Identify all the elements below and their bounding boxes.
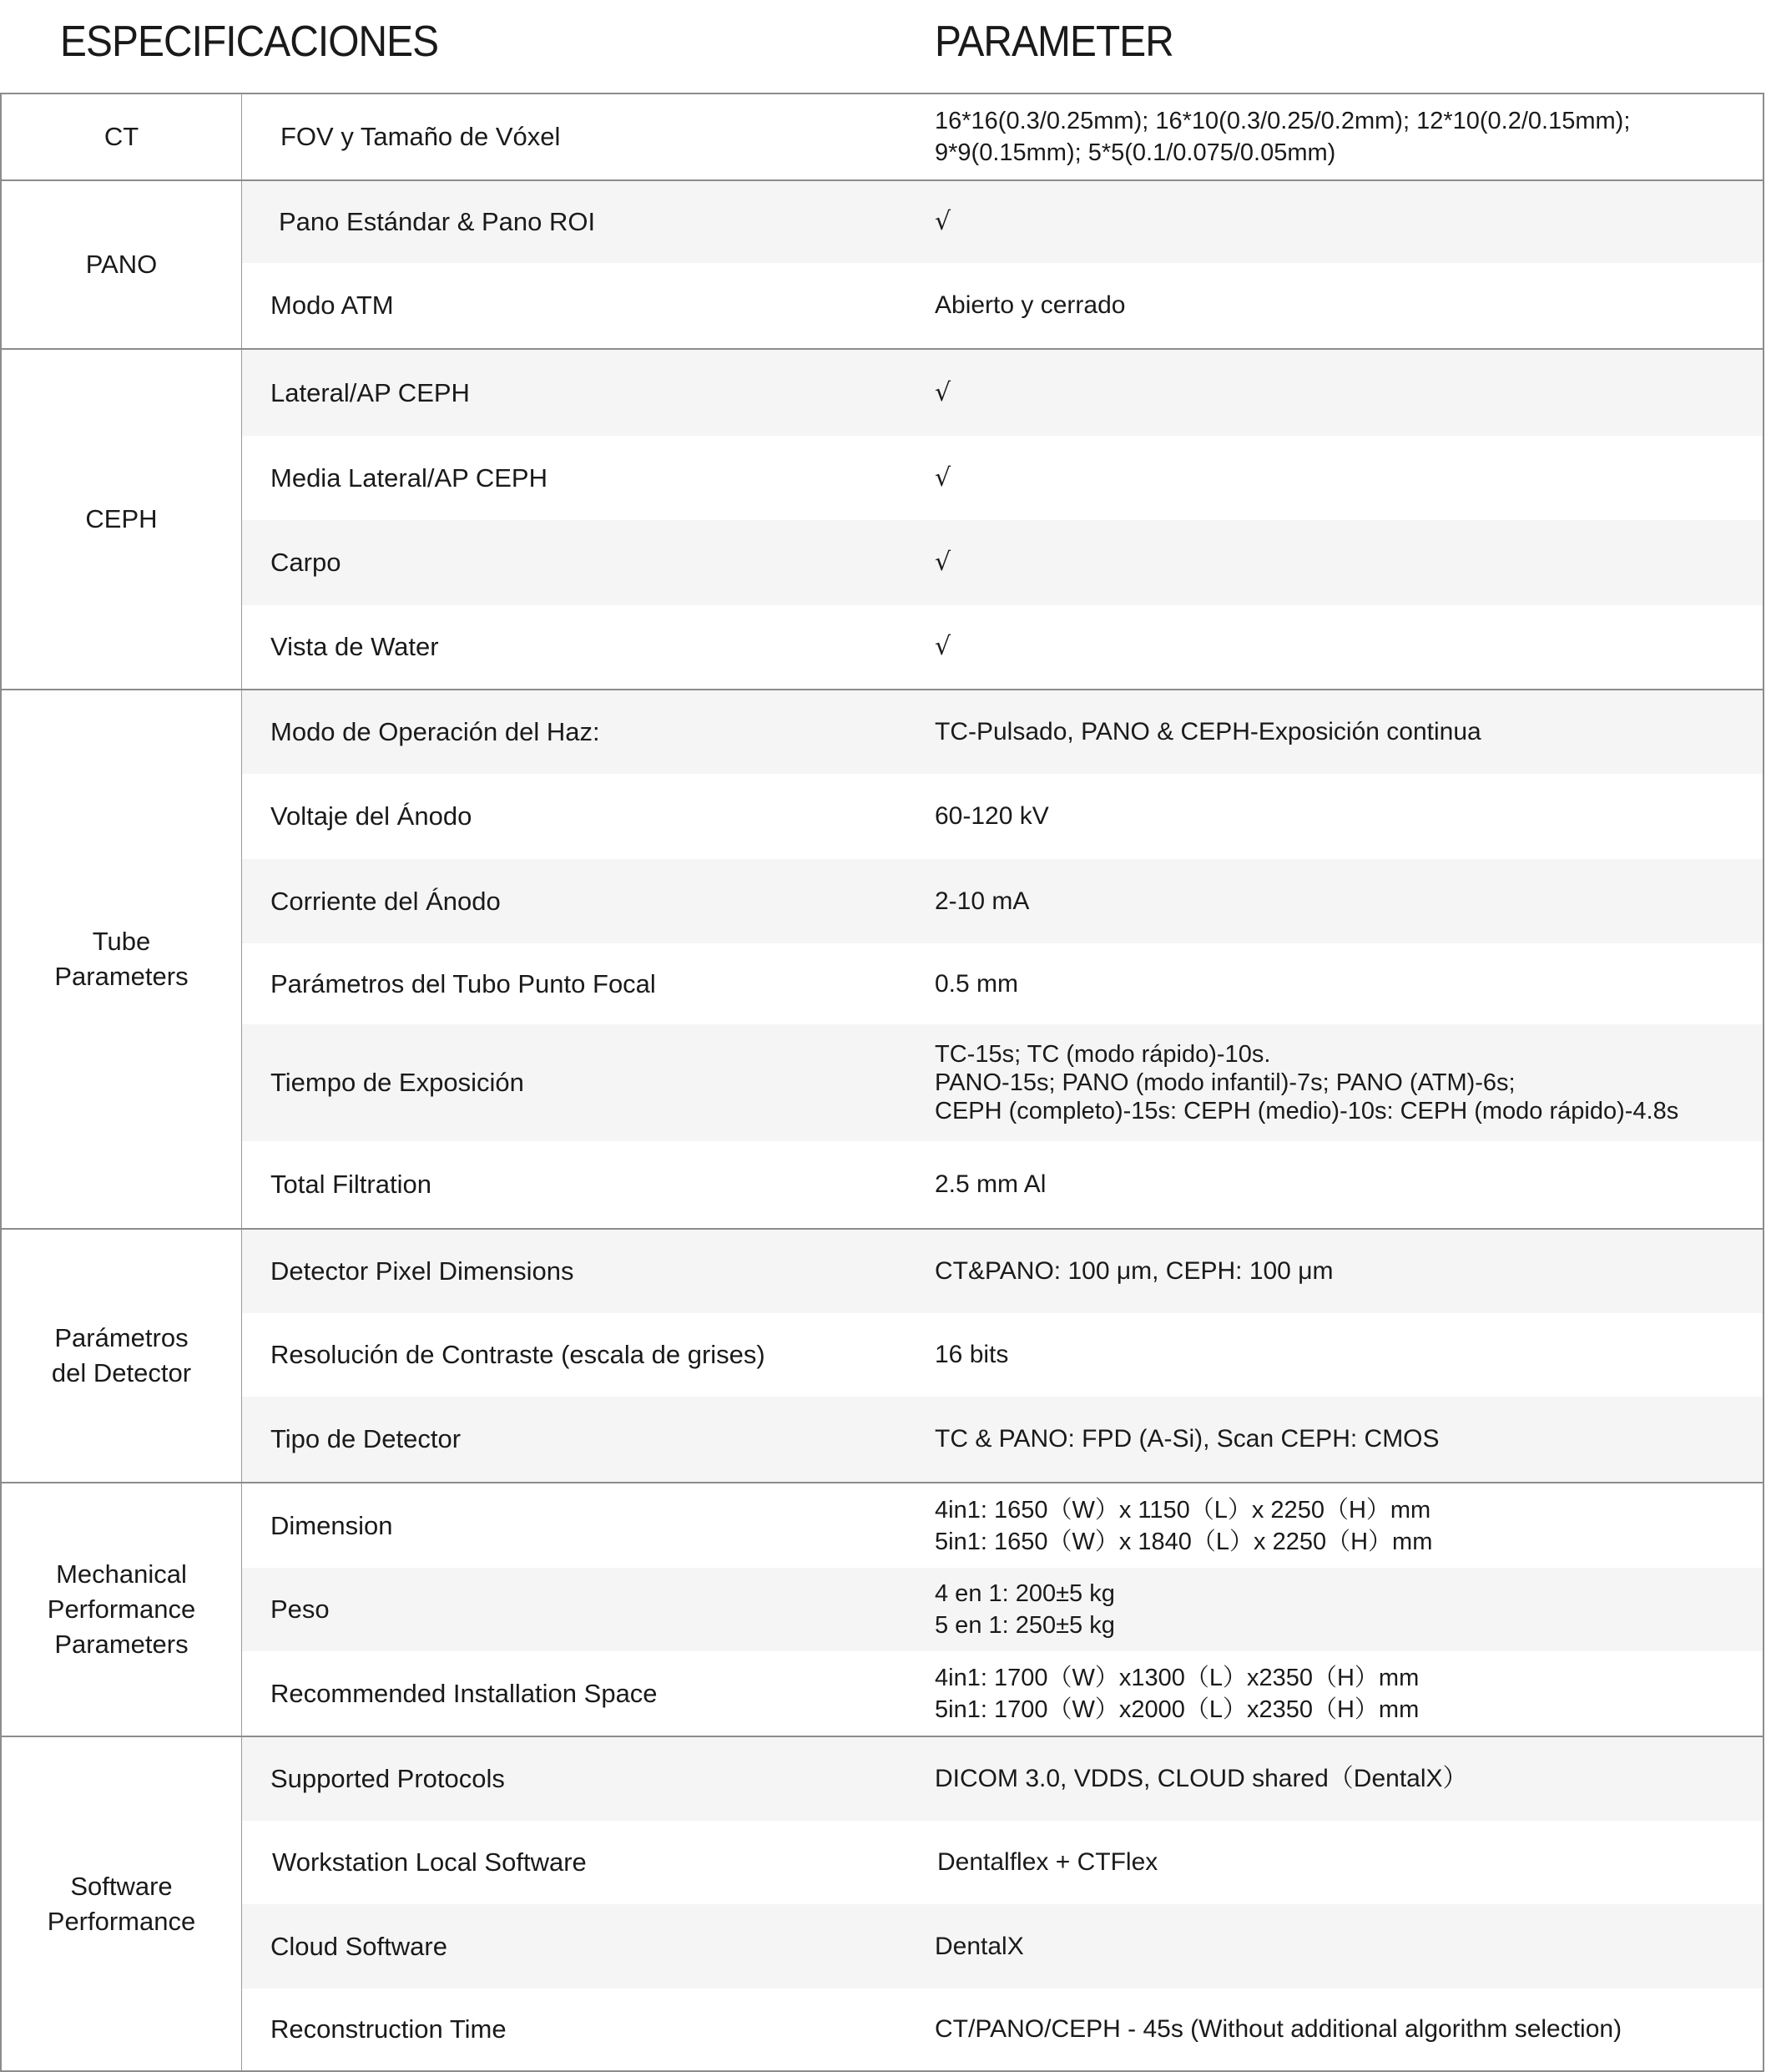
check-icon: √ <box>935 207 951 236</box>
table-row <box>242 1397 1763 1482</box>
param-name: Tiempo de Exposición <box>270 1068 524 1097</box>
check-icon: √ <box>935 462 951 493</box>
section-ceph <box>2 350 1763 690</box>
section-ct <box>2 94 1763 181</box>
table-row <box>242 1737 1763 1821</box>
section-mechanical-performance <box>2 1483 1763 1737</box>
param-value: Abierto y cerrado <box>935 291 1126 319</box>
param-value: TC & PANO: FPD (A-Si), Scan CEPH: CMOS <box>935 1425 1440 1453</box>
check-icon: √ <box>935 548 951 577</box>
section-detector-parameters <box>2 1230 1763 1483</box>
param-value: 4in1: 1650（W）x 1150（L）x 2250（H）mm 5in1: 1650（W）x 1840（L）x 2250（H）mm <box>935 1496 1433 1555</box>
param-name: Cloud Software <box>270 1931 447 1961</box>
group-label: Mechanical Performance Parameters <box>2 1483 242 1736</box>
param-name: FOV y Tamaño de Vóxel <box>280 122 561 151</box>
param-value: 2.5 mm Al <box>935 1170 1047 1198</box>
param-name: Parámetros del Tubo Punto Focal <box>270 968 656 998</box>
param-name: Carpo <box>270 548 341 577</box>
param-value: 0.5 mm <box>935 969 1019 998</box>
table-row <box>242 605 1763 689</box>
table-row <box>242 1568 1763 1651</box>
param-name: Dimension <box>270 1510 393 1540</box>
param-name: Voltaje del Ánodo <box>270 801 472 831</box>
param-name: Media Lateral/AP CEPH <box>270 462 547 493</box>
param-name: Resolución de Contraste (escala de grises) <box>270 1340 765 1369</box>
table-row <box>242 436 1763 520</box>
table-row <box>242 690 1763 774</box>
specifications-heading: ESPECIFICACIONES <box>60 18 439 66</box>
table-row <box>242 94 1763 179</box>
table-row <box>242 1821 1763 1904</box>
param-value: 60-120 kV <box>935 802 1049 830</box>
param-name: Detector Pixel Dimensions <box>270 1256 574 1286</box>
group-label: CT <box>2 94 242 179</box>
param-value: 4 en 1: 200±5 kg 5 en 1: 250±5 kg <box>935 1580 1115 1639</box>
param-value: 4in1: 1700（W）x1300（L）x2350（H）mm 5in1: 1700（W）x2000（L）x2350（H）mm <box>935 1664 1420 1723</box>
table-row <box>242 263 1763 348</box>
param-name: Reconstruction Time <box>270 2014 507 2044</box>
param-name: Corriente del Ánodo <box>270 886 501 916</box>
table-row <box>242 1141 1763 1228</box>
section-tube-parameters <box>2 690 1763 1230</box>
spec-table <box>0 93 1764 2072</box>
param-name: Vista de Water <box>270 632 439 661</box>
param-value: DICOM 3.0, VDDS, CLOUD shared（DentalX） <box>935 1765 1468 1792</box>
table-row <box>242 520 1763 605</box>
group-label: PANO <box>2 181 242 348</box>
table-row <box>242 1230 1763 1313</box>
param-name: Peso <box>270 1594 330 1624</box>
param-value: CT/PANO/CEPH - 45s (Without additional algorithm selection) <box>935 2015 1622 2043</box>
section-software-performance <box>2 1737 1763 2072</box>
table-row <box>242 1024 1763 1141</box>
param-name: Pano Estándar & Pano ROI <box>279 207 596 236</box>
param-name: Supported Protocols <box>270 1764 505 1793</box>
param-value: 16*16(0.3/0.25mm); 16*10(0.3/0.25/0.2mm); 12*10(0.2/0.15mm); 9*9(0.15mm); 5*5(0.1/0.075/0.05mm) <box>935 108 1631 166</box>
table-row <box>242 943 1763 1024</box>
param-name: Lateral/AP CEPH <box>270 377 470 407</box>
parameter-heading: PARAMETER <box>935 18 1173 66</box>
param-value: TC-15s; TC (modo rápido)-10s. PANO-15s; PANO (modo infantil)-7s; PANO (ATM)-6s; CEPH (completo)-15s: CEPH (medio)-10s: CEPH (modo rápido)-4.8s <box>935 1041 1679 1124</box>
table-row <box>242 181 1763 263</box>
check-icon: √ <box>935 377 951 407</box>
param-value: 2-10 mA <box>935 887 1030 915</box>
table-row <box>242 1651 1763 1736</box>
check-icon: √ <box>935 632 951 661</box>
param-value: Dentalflex + CTFlex <box>937 1848 1158 1876</box>
group-label: Software Performance <box>2 1737 242 2070</box>
param-name: Total Filtration <box>270 1170 431 1199</box>
group-label: CEPH <box>2 350 242 689</box>
param-value: CT&PANO: 100 μm, CEPH: 100 μm <box>935 1257 1334 1285</box>
table-row <box>242 1483 1763 1568</box>
table-row <box>242 350 1763 436</box>
table-row <box>242 1904 1763 1989</box>
param-name: Recommended Installation Space <box>270 1678 658 1708</box>
table-row <box>242 859 1763 943</box>
param-name: Modo ATM <box>270 291 394 320</box>
table-row <box>242 1313 1763 1397</box>
table-row <box>242 1989 1763 2070</box>
group-label: Parámetros del Detector <box>2 1230 242 1482</box>
param-name: Tipo de Detector <box>270 1424 462 1453</box>
param-value: DentalX <box>935 1932 1024 1960</box>
param-name: Workstation Local Software <box>272 1847 587 1877</box>
section-pano <box>2 181 1763 350</box>
group-label: Tube Parameters <box>2 690 242 1228</box>
table-row <box>242 774 1763 859</box>
param-name: Modo de Operación del Haz: <box>270 717 600 746</box>
param-value: 16 bits <box>935 1341 1009 1368</box>
param-value: TC-Pulsado, PANO & CEPH-Exposición continua <box>935 718 1481 745</box>
